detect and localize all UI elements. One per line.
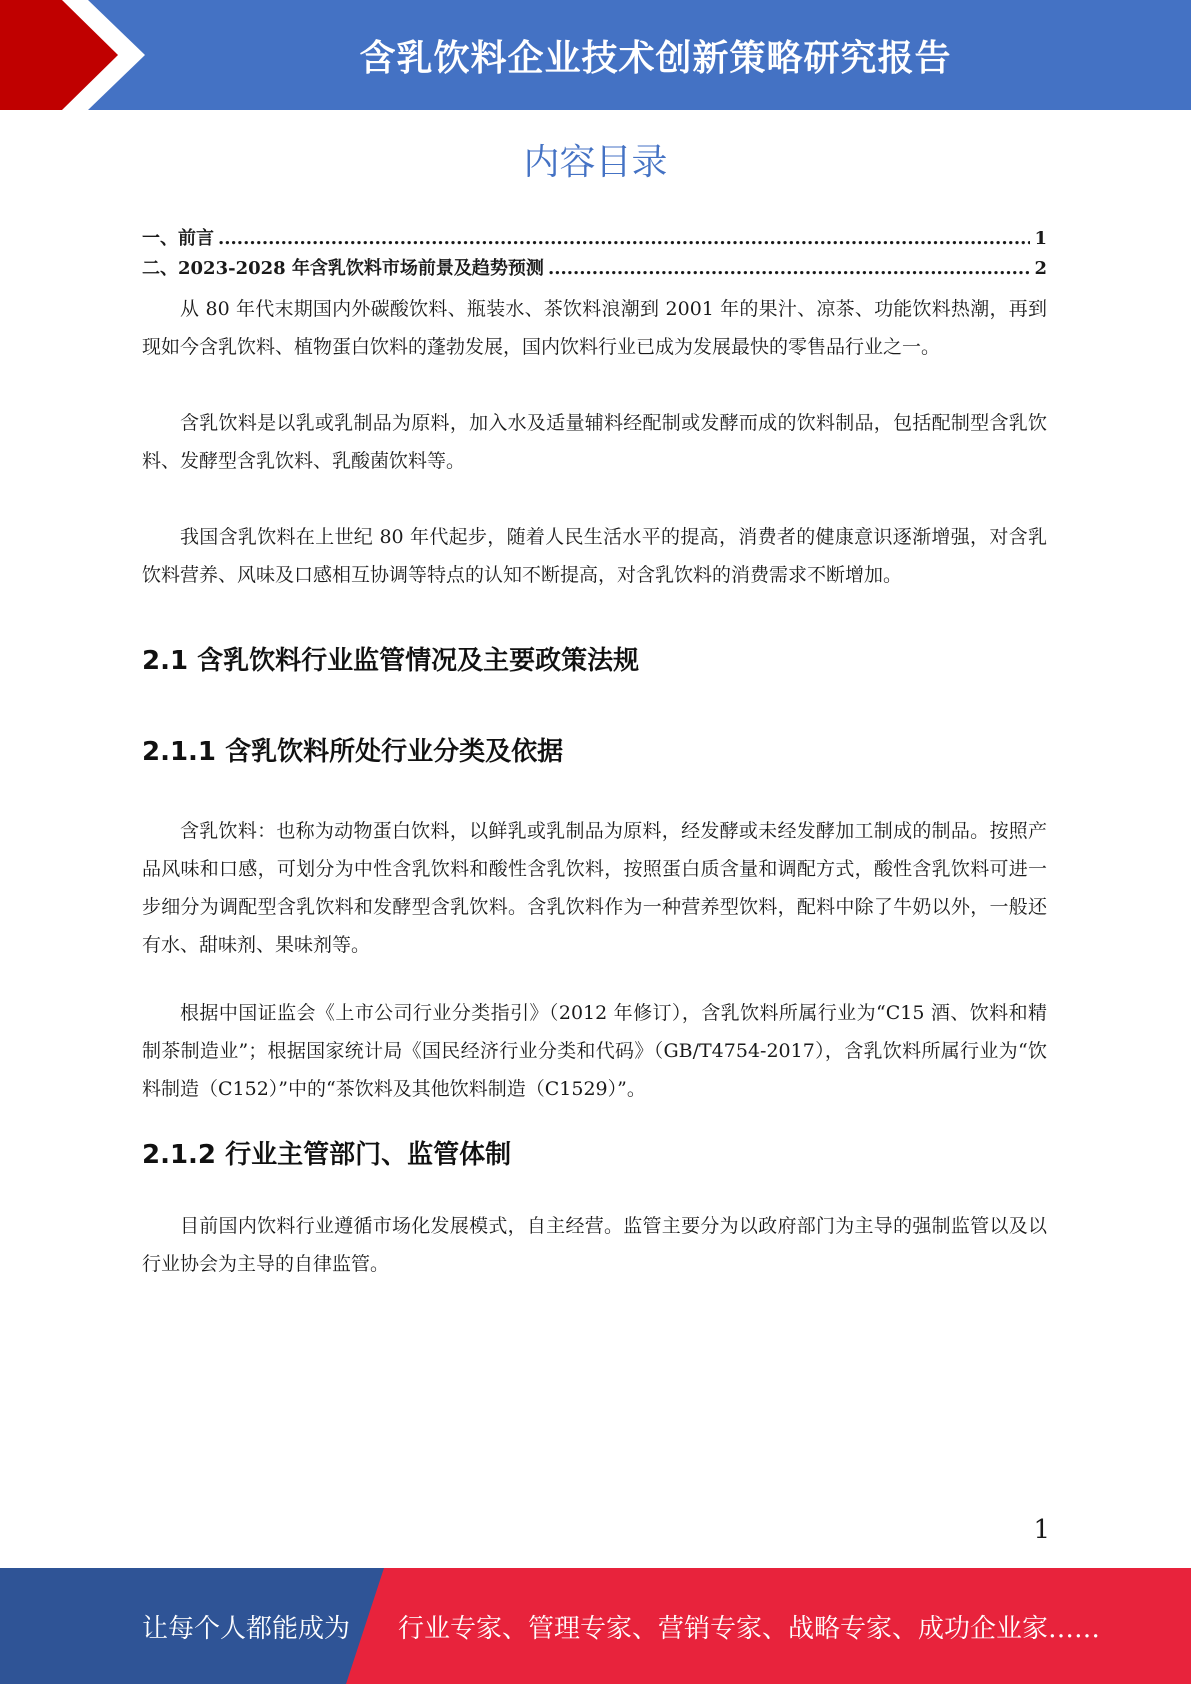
footer-band	[0, 1568, 1191, 1684]
header-band	[0, 0, 1191, 110]
paragraph-definition: 含乳饮料是以乳或乳制品为原料，加入水及适量辅料经配制或发酵而成的饮料制品，包括配制型含乳饮料、发酵型含乳饮料、乳酸菌饮料等。	[142, 412, 1047, 472]
section-heading-2-1-2: 2.1.2 行业主管部门、监管体制	[142, 1140, 512, 1170]
section-heading-2-1-1: 2.1.1 含乳饮料所处行业分类及依据	[142, 737, 564, 767]
footer-slogan-left: 让每个人都能成为	[142, 1613, 351, 1644]
toc-entry-page: 2	[1034, 258, 1047, 279]
toc-entry-label: 一、前言	[142, 228, 214, 249]
footer-slogan-right: 行业专家、管理专家、营销专家、战略专家、成功企业家……	[398, 1613, 1101, 1644]
table-of-contents	[142, 224, 1047, 284]
toc-entry-page: 1	[1034, 228, 1047, 249]
section-heading-2-1: 2.1 含乳饮料行业监管情况及主要政策法规	[142, 646, 640, 676]
toc-leader-dots	[218, 228, 1030, 249]
paragraph-industry-basis: 根据中国证监会《上市公司行业分类指引》（2012 年修订），含乳饮料所属行业为“C15 酒、饮料和精制茶制造业”；根据国家统计局《国民经济行业分类和代码》（GB/T4754-2017），含乳饮料所属行业为“饮料制造（C152）”中的“茶饮料及其他饮料制造（C1529）”。	[142, 1002, 1047, 1100]
report-title: 含乳饮料企业技术创新策略研究报告	[359, 37, 952, 79]
toc-heading: 内容目录	[523, 142, 668, 183]
paragraph-classification: 含乳饮料：也称为动物蛋白饮料，以鲜乳或乳制品为原料，经发酵或未经发酵加工制成的制品。按照产品风味和口感，可划分为中性含乳饮料和酸性含乳饮料，按照蛋白质含量和调配方式，酸性含乳饮料可进一步细分为调配型含乳饮料和发酵型含乳饮料。含乳饮料作为一种营养型饮料，配料中除了牛奶以外，一般还有水、甜味剂、果味剂等。	[142, 820, 1047, 956]
paragraph-regulation: 目前国内饮料行业遵循市场化发展模式，自主经营。监管主要分为以政府部门为主导的强制监管以及以行业协会为主导的自律监管。	[142, 1215, 1047, 1275]
toc-entry-label: 二、2023-2028 年含乳饮料市场前景及趋势预测	[142, 258, 544, 279]
toc-leader-dots	[548, 258, 1031, 279]
paragraph-intro: 从 80 年代末期国内外碳酸饮料、瓶装水、茶饮料浪潮到 2001 年的果汁、凉茶、功能饮料热潮，再到现如今含乳饮料、植物蛋白饮料的蓬勃发展，国内饮料行业已成为发展最快的零售品行业之一。	[142, 298, 1047, 358]
page-number: 1	[1033, 1515, 1050, 1545]
toc-entry-preface[interactable]	[142, 224, 1047, 254]
paragraph-history: 我国含乳饮料在上世纪 80 年代起步，随着人民生活水平的提高，消费者的健康意识逐渐增强，对含乳饮料营养、风味及口感相互协调等特点的认知不断提高，对含乳饮料的消费需求不断增加。	[142, 526, 1047, 586]
toc-entry-forecast[interactable]	[142, 254, 1047, 284]
main-content	[142, 290, 1047, 1283]
